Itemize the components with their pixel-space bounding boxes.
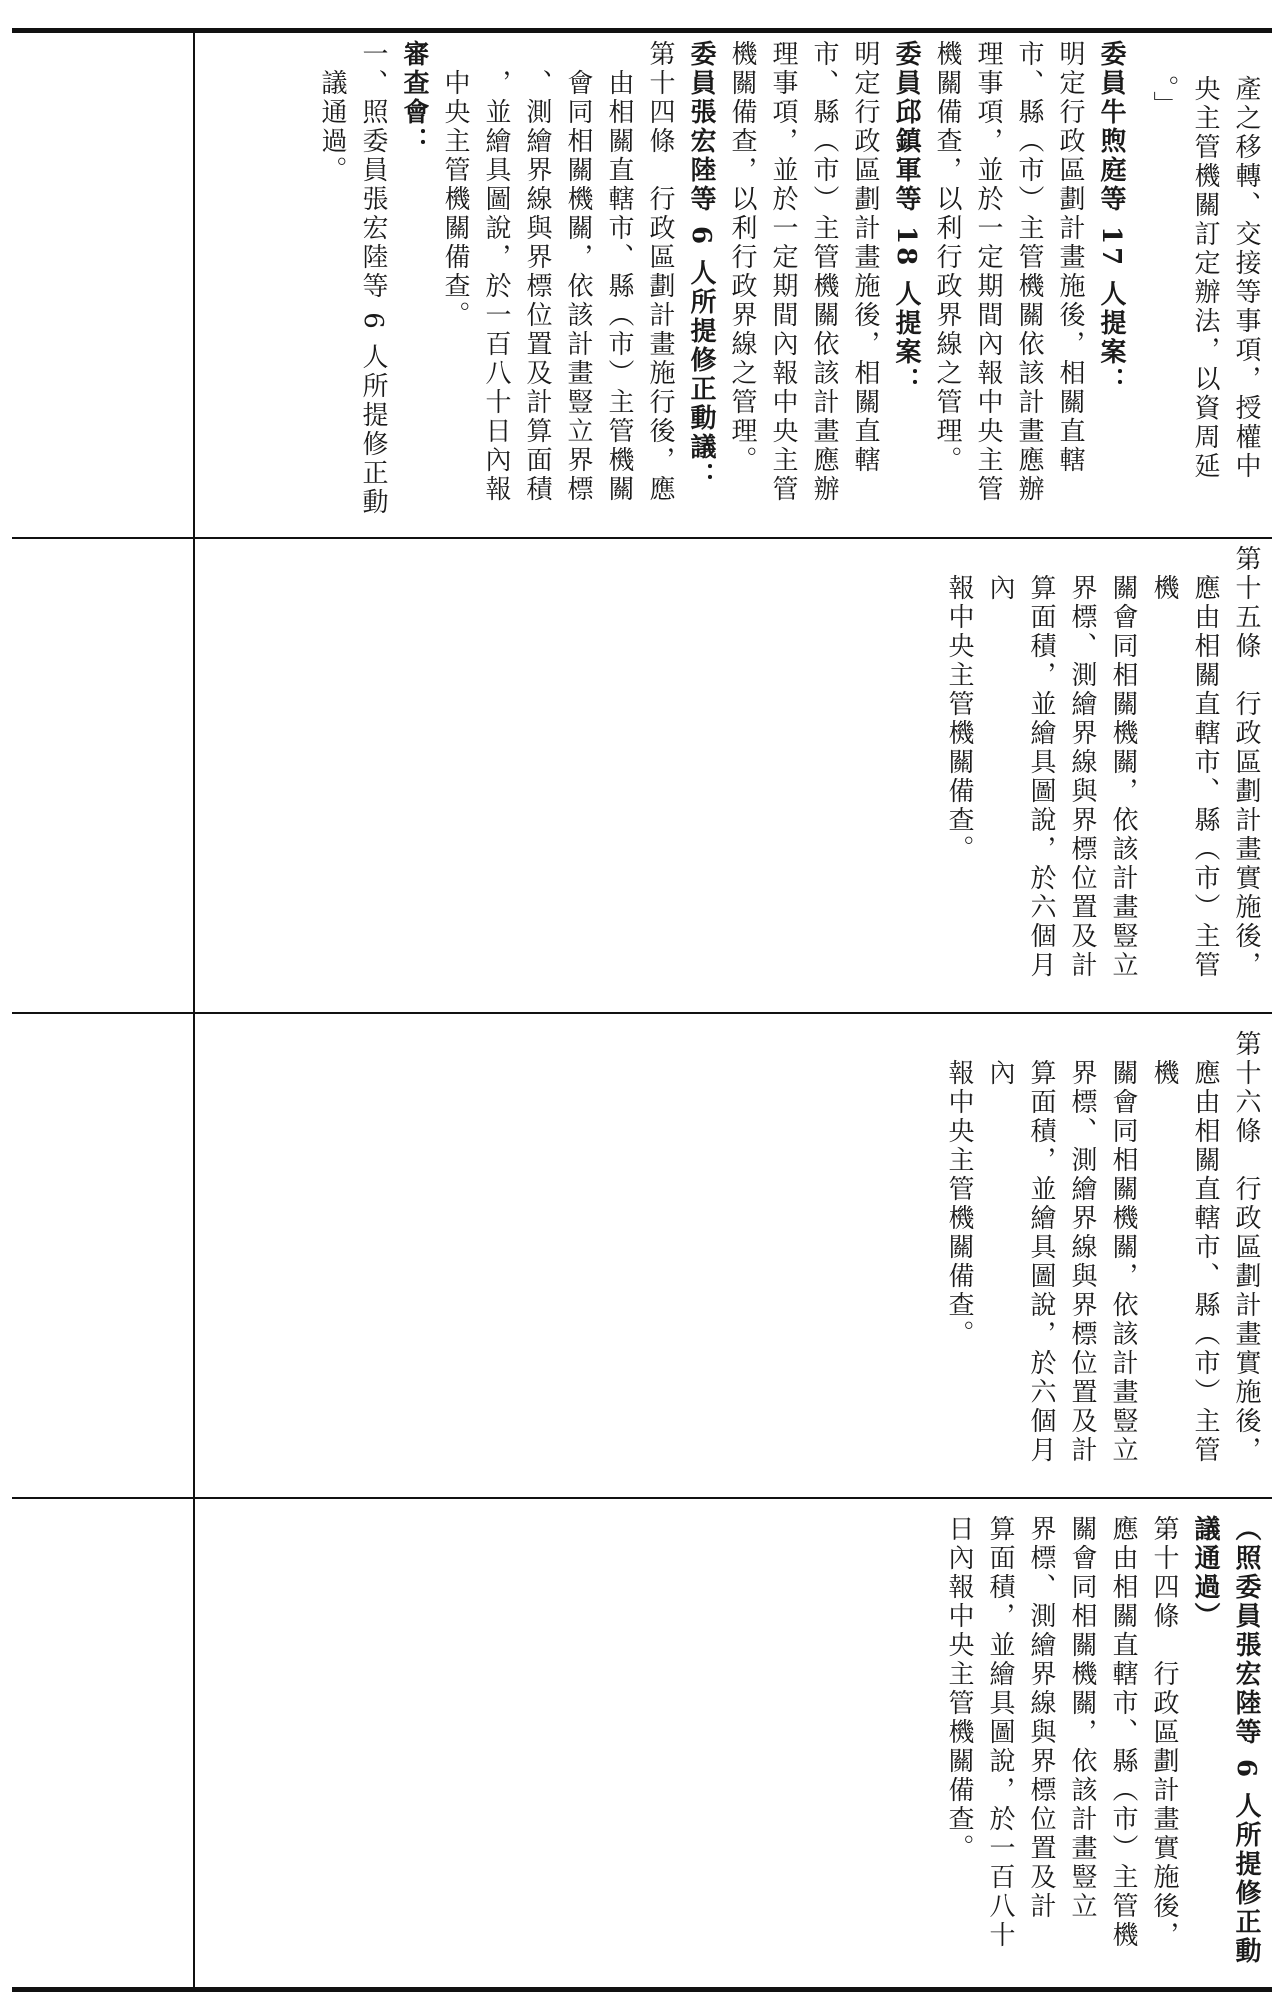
article-15-row [200, 545, 1266, 1005]
text-line: 議通過。 [317, 68, 347, 185]
text-line: 日內報中央主管機關備查。 [944, 1515, 974, 1863]
row-divider [12, 537, 1272, 539]
review-heading: 審查會： [399, 40, 429, 156]
text-line: 應由相關直轄市、縣（市）主管機 [1149, 1058, 1220, 1465]
text-line: 機關備查，以利行政界線之管理。 [932, 40, 962, 475]
text-line: 會同相關機關，依該計畫豎立界標 [563, 68, 593, 504]
text-line: 界標、測繪界線與界標位置及計 [1067, 1058, 1097, 1465]
text-line: 應由相關直轄市、縣（市）主管機 [1108, 1515, 1138, 1950]
text-line: 關會同相關機關，依該計畫豎立 [1067, 1515, 1097, 1921]
passed-heading: （照委員張宏陸等 6 人所提修正動 [1231, 1515, 1261, 1967]
text-line: 中央主管機關備查。 [440, 68, 470, 330]
text-line: 界標、測繪界線與界標位置及計 [1067, 573, 1097, 980]
passed-heading: 議通過） [1190, 1515, 1220, 1631]
proposal-heading: 委員邱鎮軍等 18 人提案： [891, 40, 921, 397]
text-line: 關會同相關機關，依該計畫豎立 [1108, 1058, 1138, 1465]
text-line: 報中央主管機關備查。 [944, 1058, 974, 1349]
row-divider [12, 1012, 1272, 1014]
text-line: 市、縣（市）主管機關依該計畫應辦 [809, 40, 839, 504]
text-line: 第十六條 行政區劃計畫實施後， [1231, 1030, 1261, 1465]
text-line: 。」 [1149, 75, 1179, 121]
proposal-heading: 委員牛煦庭等 17 人提案： [1096, 40, 1126, 397]
text-line: 第十四條 行政區劃計畫施行後，應 [645, 40, 675, 504]
table-top-border [12, 28, 1272, 33]
text-line: 明定行政區劃計畫施後，相關直轄 [1055, 40, 1085, 475]
review-notes-row [200, 40, 1266, 535]
text-line: 應由相關直轄市、縣（市）主管機 [1149, 573, 1220, 980]
text-line: 界標、測繪界線與界標位置及計 [1026, 1515, 1056, 1921]
text-line: 機關備查，以利行政界線之管理。 [727, 40, 757, 475]
motion-heading: 委員張宏陸等 6 人所提修正動議： [686, 40, 716, 492]
text-line: 第十五條 行政區劃計畫實施後， [1231, 545, 1261, 980]
row-divider [12, 1497, 1272, 1499]
text-line: 市、縣（市）主管機關依該計畫應辦 [1014, 40, 1044, 504]
text-line: 、測繪界線與界標位置及計算面積 [522, 68, 552, 504]
article-16-row [200, 1030, 1266, 1490]
text-line: 理事項，並於一定期間內報中央主管 [973, 40, 1003, 504]
text-line: 關會同相關機關，依該計畫豎立 [1108, 573, 1138, 980]
text-line: 算面積，並繪具圖說，於六個月內 [985, 1058, 1056, 1465]
text-line: 產之移轉、交接等事項，授權中 [1231, 75, 1261, 482]
text-line: 一、照委員張宏陸等 6 人所提修正動 [358, 40, 388, 518]
text-line: 央主管機關訂定辦法，以資周延 [1190, 75, 1220, 482]
text-line: 明定行政區劃計畫施後，相關直轄 [850, 40, 880, 475]
passed-article-row [200, 1515, 1266, 1975]
text-line: 算面積，並繪具圖說，於一百八十 [985, 1515, 1015, 1950]
column-divider [193, 30, 195, 1990]
text-line: 由相關直轄市、縣（市）主管機關 [604, 68, 634, 504]
text-line: 理事項，並於一定期間內報中央主管 [768, 40, 798, 504]
text-line: 第十四條 行政區劃計畫實施後， [1149, 1515, 1179, 1950]
table-bottom-border [12, 1987, 1272, 1992]
text-line: 報中央主管機關備查。 [944, 573, 974, 864]
text-line: ，並繪具圖說，於一百八十日內報 [481, 68, 511, 504]
text-line: 算面積，並繪具圖說，於六個月內 [985, 573, 1056, 980]
